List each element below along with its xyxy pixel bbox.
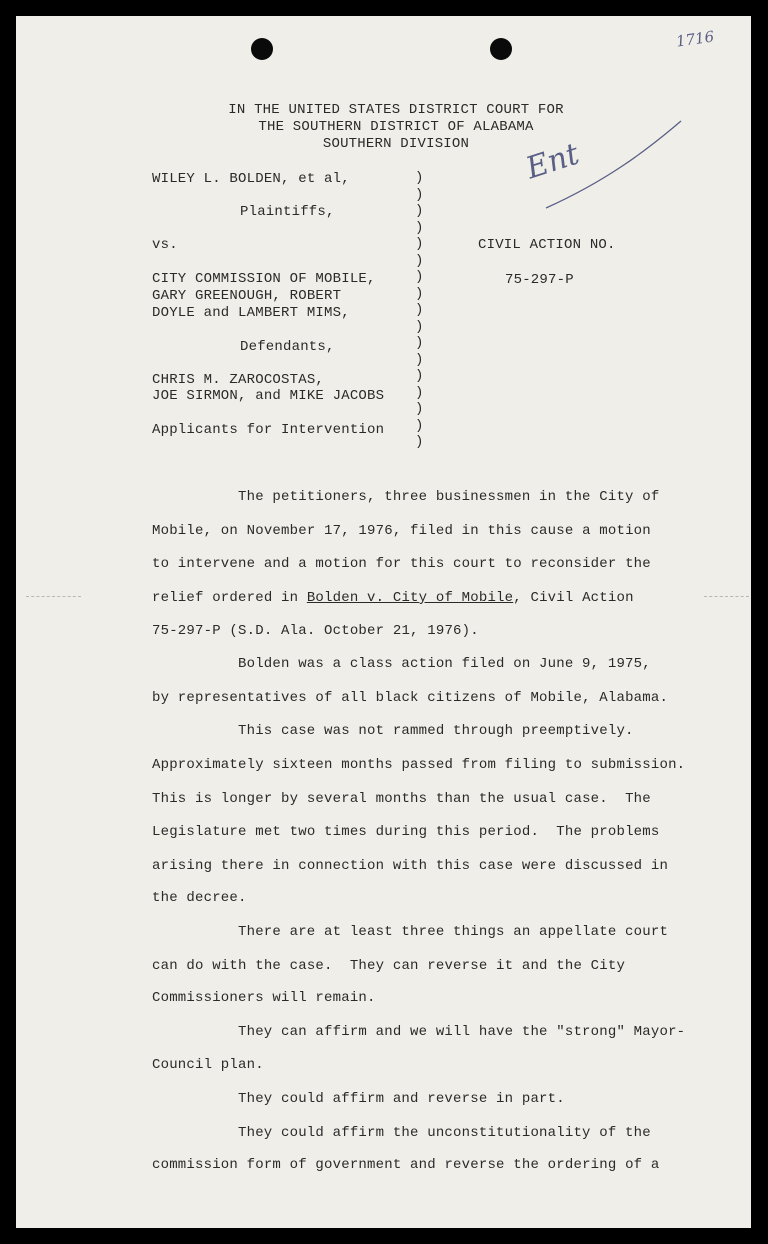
civil-action-label: CIVIL ACTION NO.	[478, 237, 616, 253]
body-line: Bolden was a class action filed on June 9, 1975,	[238, 656, 651, 672]
body-line: Mobile, on November 17, 1976, filed in this cause a motion	[152, 523, 651, 539]
margin-mark-left	[26, 596, 81, 598]
defendant-line-1: CITY COMMISSION OF MOBILE,	[152, 271, 376, 287]
body-line: 75-297-P (S.D. Ala. October 21, 1976).	[152, 623, 479, 639]
defendant-line-2: GARY GREENOUGH, ROBERT	[152, 288, 342, 304]
body-text: relief ordered in	[152, 590, 307, 606]
body-line: They could affirm and reverse in part.	[238, 1091, 565, 1107]
body-line: They can affirm and we will have the "strong" Mayor-	[238, 1024, 686, 1040]
handwritten-initials: Ent	[521, 136, 584, 187]
body-line: can do with the case. They can reverse it and the City	[152, 958, 626, 974]
court-heading-line-3: SOUTHERN DIVISION	[322, 136, 470, 152]
binder-hole-left	[251, 38, 273, 60]
margin-mark-right	[704, 596, 749, 598]
applicant-role: Applicants for Intervention	[152, 422, 385, 438]
document-page	[16, 16, 751, 1228]
body-line: They could affirm the unconstitutionality of the	[238, 1125, 651, 1141]
body-line: to intervene and a motion for this court to reconsider the	[152, 556, 651, 572]
plaintiff-role: Plaintiffs,	[240, 204, 335, 220]
body-line: commission form of government and reverse the ordering of a	[152, 1157, 660, 1173]
civil-action-number: 75-297-P	[505, 272, 574, 288]
body-line: The petitioners, three businessmen in the City of	[238, 489, 660, 505]
applicant-line-2: JOE SIRMON, and MIKE JACOBS	[152, 388, 385, 404]
body-line: Legislature met two times during this period. The problems	[152, 824, 660, 840]
defendant-role: Defendants,	[240, 339, 335, 355]
applicant-line-1: CHRIS M. ZAROCOSTAS,	[152, 372, 325, 388]
body-line: Council plan.	[152, 1057, 264, 1073]
plaintiff-name: WILEY L. BOLDEN, et al,	[152, 171, 350, 187]
case-name: Bolden v. City of Mobile	[306, 590, 514, 606]
body-line-case-citation	[152, 590, 634, 606]
body-text: , Civil Action	[513, 590, 634, 606]
binder-hole-right	[490, 38, 512, 60]
body-line: the decree.	[152, 890, 247, 906]
versus-label: vs.	[152, 237, 178, 253]
body-line: This case was not rammed through preemptively.	[238, 723, 634, 739]
body-line: Commissioners will remain.	[152, 990, 376, 1006]
body-line: Approximately sixteen months passed from filing to submission.	[152, 757, 686, 773]
handwritten-page-mark: 1716	[674, 27, 716, 51]
body-line: This is longer by several months than the usual case. The	[152, 791, 651, 807]
body-line: arising there in connection with this case were discussed in	[152, 858, 669, 874]
body-line: There are at least three things an appellate court	[238, 924, 669, 940]
court-heading-line-2: THE SOUTHERN DISTRICT OF ALABAMA	[258, 119, 534, 135]
defendant-line-3: DOYLE and LAMBERT MIMS,	[152, 305, 350, 321]
caption-paren-column: ) ) ) ) ) ) ) ) ) ) ) ) ) ) ) ) )	[415, 170, 424, 450]
body-line: by representatives of all black citizens of Mobile, Alabama.	[152, 690, 669, 706]
court-heading-line-1: IN THE UNITED STATES DISTRICT COURT FOR	[228, 102, 564, 118]
